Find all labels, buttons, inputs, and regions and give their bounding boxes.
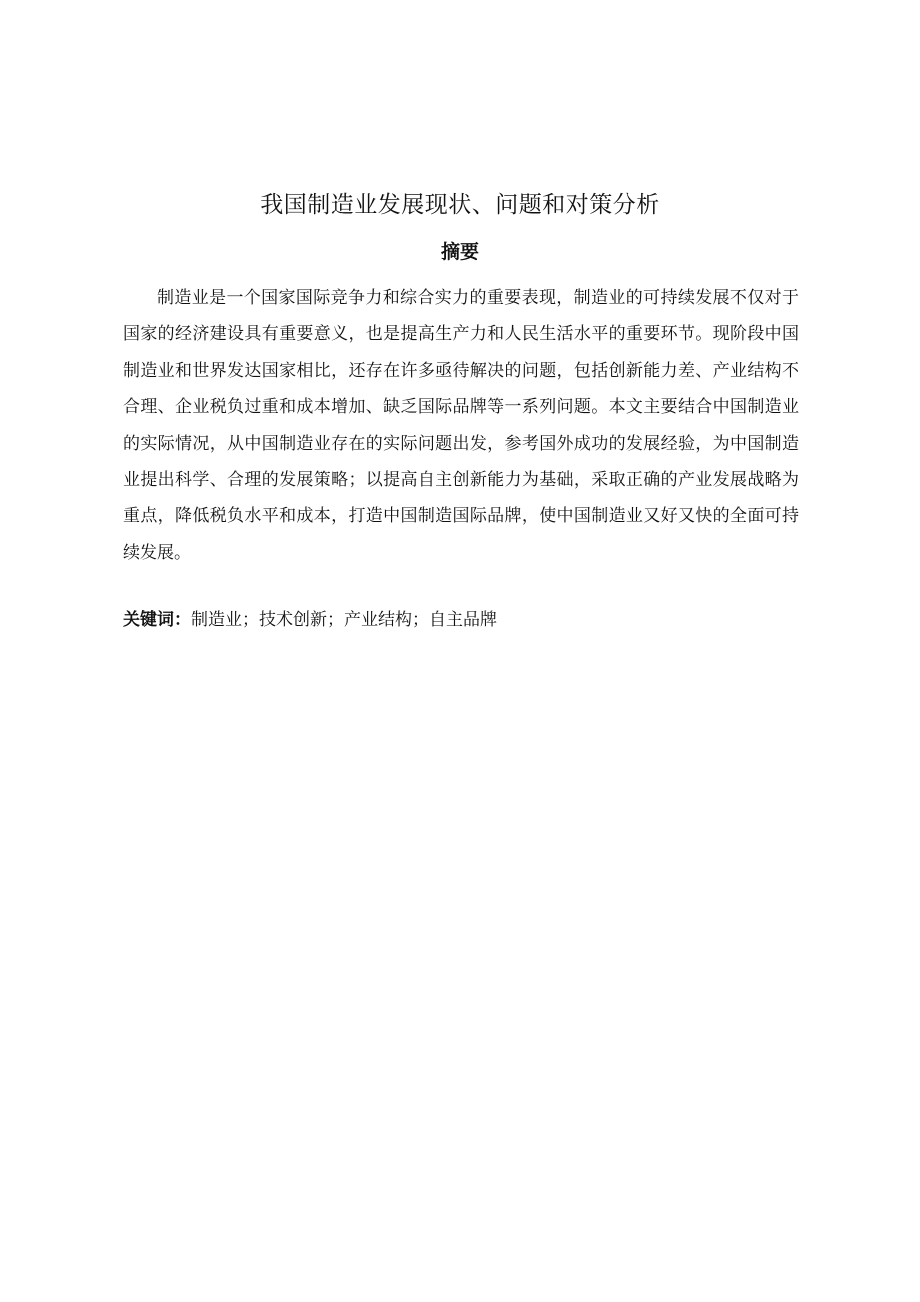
document-title: 我国制造业发展现状、问题和对策分析 (260, 192, 660, 218)
abstract-heading: 摘要 (440, 241, 479, 263)
keywords-label: 关键词： (123, 610, 191, 630)
keywords-list: 制造业；技术创新；产业结构；自主品牌 (191, 610, 497, 630)
abstract-paragraph: 制造业是一个国家国际竞争力和综合实力的重要表现，制造业的可持续发展不仅对于国家的经济建设具有重要意义，也是提高生产力和人民生活水平的重要环节。现阶段中国制造业和世界发达国家相比，还存在许多亟待解决的问题，包括创新能力差、产业结构不合理、企业税负过重和成本增加、缺乏国际品牌等一系列问题。本文主要结合中国制造业的实际情况，从中国制造业存在的实际问题出发，参考国外成功的发展经验，为中国制造业提出科学、合理的发展策略；以提高自主创新能力为基础，采取正确的产业发展战略为重点，降低税负水平和成本，打造中国制造国际品牌，使中国制造业又好又快的全面可持续发展。 (123, 288, 799, 563)
keywords-line (123, 605, 799, 635)
